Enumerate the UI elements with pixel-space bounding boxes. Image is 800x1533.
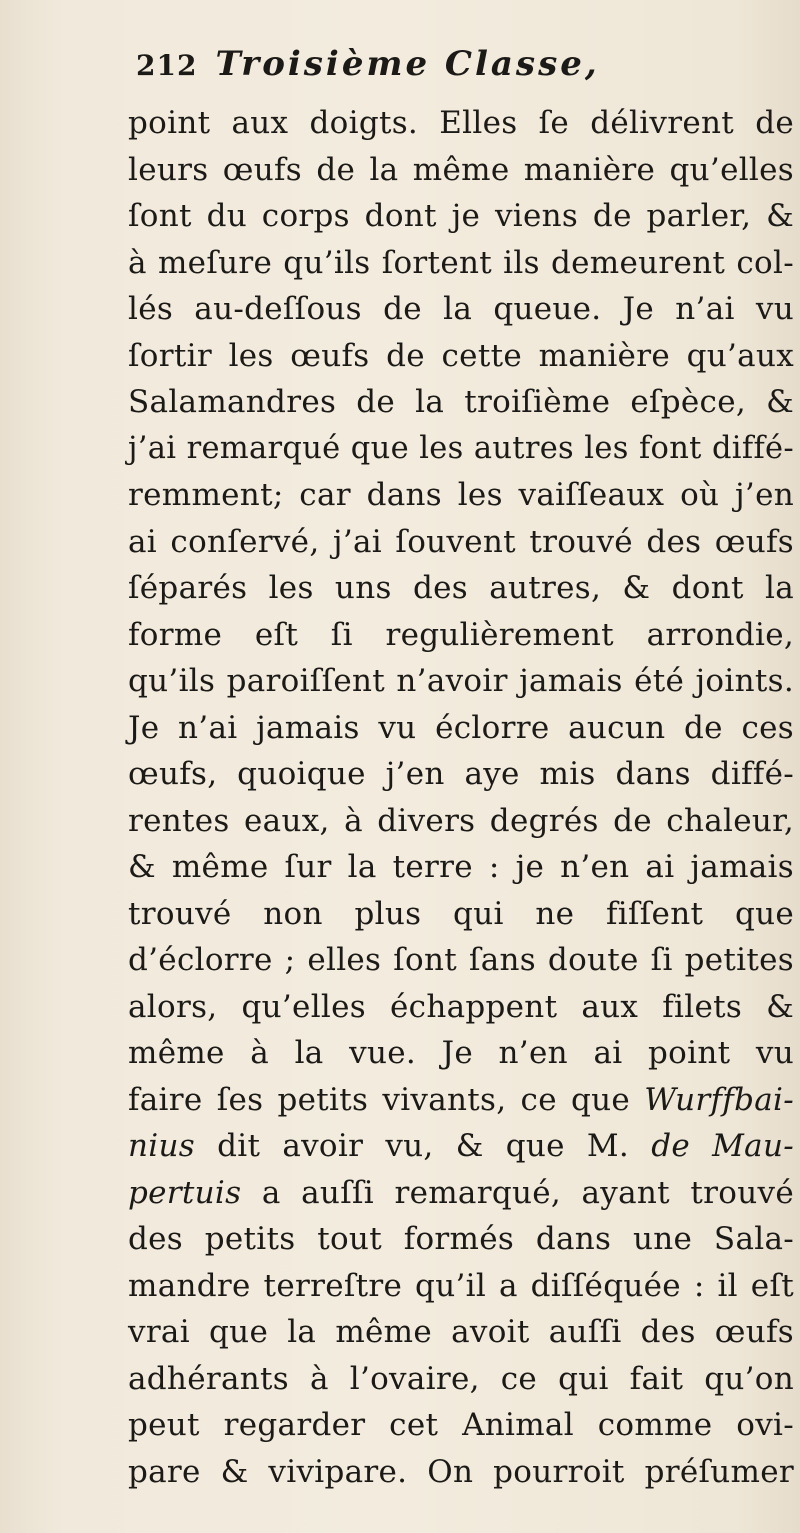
- text-line: [128, 147, 794, 194]
- body-text: [128, 100, 794, 1495]
- text-line: [128, 333, 794, 380]
- running-title: Troisième Classe,: [215, 44, 600, 84]
- text-segment: remment; car dans les vaiſſeaux où j’en: [128, 477, 794, 513]
- text-segment: vrai que la même avoit auſſi des œufs: [128, 1314, 794, 1350]
- text-line: [128, 658, 794, 705]
- text-line: [128, 240, 794, 287]
- text-line: [128, 565, 794, 612]
- text-line: [128, 1309, 794, 1356]
- text-segment: point aux doigts. Elles ſe délivrent de: [128, 105, 794, 141]
- text-segment: adhérants à l’ovaire, ce qui fait qu’on: [128, 1360, 794, 1397]
- text-segment: Salamandres de la troiſième eſpèce, &: [128, 384, 794, 420]
- text-line: [128, 751, 794, 798]
- text-segment: mandre terreſtre qu’il a diſſéquée : il eſt: [128, 1267, 794, 1304]
- text-segment: & même ſur la terre : je n’en ai jamais: [128, 849, 794, 885]
- text-segment: des petits tout formés dans une Sala-: [128, 1221, 794, 1257]
- text-segment: ai conſervé, j’ai ſouvent trouvé des œufs: [128, 523, 794, 560]
- text-line: [128, 1356, 794, 1403]
- text-segment: ſortir les œufs de cette manière qu’aux: [128, 337, 794, 374]
- text-line: [128, 798, 794, 845]
- text-line: [128, 984, 794, 1031]
- text-segment: œufs, quoique j’en aye mis dans diffé-: [128, 756, 794, 792]
- page-number: 212: [136, 49, 198, 82]
- text-line: [128, 891, 794, 938]
- text-segment: dit avoir vu, & que M.: [194, 1128, 652, 1164]
- text-line: [128, 1123, 794, 1170]
- text-segment: d’éclorre ; elles ſont ſans doute ſi petites: [128, 942, 794, 978]
- text-segment: ſont du corps dont je viens de parler, &: [128, 198, 794, 234]
- running-head: [136, 44, 776, 98]
- text-segment: rentes eaux, à divers degrés de chaleur,: [128, 802, 794, 839]
- text-line: [128, 1170, 794, 1217]
- text-line: [128, 472, 794, 519]
- text-line: [128, 286, 794, 333]
- italic-segment: nius: [128, 1128, 195, 1164]
- text-line: [128, 1263, 794, 1310]
- text-line: [128, 379, 794, 426]
- italic-segment: Wurffbai-: [644, 1081, 794, 1118]
- italic-segment: de Mau-: [651, 1128, 794, 1164]
- text-line: [128, 519, 794, 566]
- text-line: [128, 612, 794, 659]
- text-segment: pare & vivipare. On pourroit préſumer: [128, 1453, 794, 1490]
- text-line: [128, 1449, 794, 1496]
- text-segment: forme eſt ſi regulièrement arrondie,: [128, 616, 794, 653]
- text-line: [128, 426, 794, 473]
- text-line: [128, 100, 794, 147]
- text-line: [128, 193, 794, 240]
- italic-segment: pertuis: [128, 1174, 242, 1211]
- text-segment: faire ſes petits vivants, ce que: [128, 1081, 645, 1118]
- text-line: [128, 1077, 794, 1124]
- text-segment: Je n’ai jamais vu éclorre aucun de ces: [128, 709, 794, 746]
- text-segment: ſéparés les uns des autres, & dont la: [128, 570, 794, 606]
- text-segment: à meſure qu’ils ſortent ils demeurent col-: [128, 244, 794, 281]
- text-segment: leurs œufs de la même manière qu’elles: [128, 151, 794, 188]
- text-line: [128, 937, 794, 984]
- text-line: [128, 844, 794, 891]
- text-line: [128, 705, 794, 752]
- text-segment: lés au-deſſous de la queue. Je n’ai vu: [128, 291, 794, 327]
- text-segment: peut regarder cet Animal comme ovi-: [128, 1407, 794, 1443]
- text-segment: qu’ils paroiſſent n’avoir jamais été joints.: [128, 663, 794, 699]
- text-line: [128, 1402, 794, 1449]
- text-segment: même à la vue. Je n’en ai point vu: [128, 1035, 794, 1071]
- text-line: [128, 1030, 794, 1077]
- text-segment: alors, qu’elles échappent aux filets &: [128, 988, 794, 1025]
- text-segment: trouvé non plus qui ne fiſſent que: [128, 895, 794, 932]
- text-segment: j’ai remarqué que les autres les font diffé-: [128, 430, 794, 466]
- text-segment: a auſſi remarqué, ayant trouvé: [241, 1174, 794, 1211]
- text-line: [128, 1216, 794, 1263]
